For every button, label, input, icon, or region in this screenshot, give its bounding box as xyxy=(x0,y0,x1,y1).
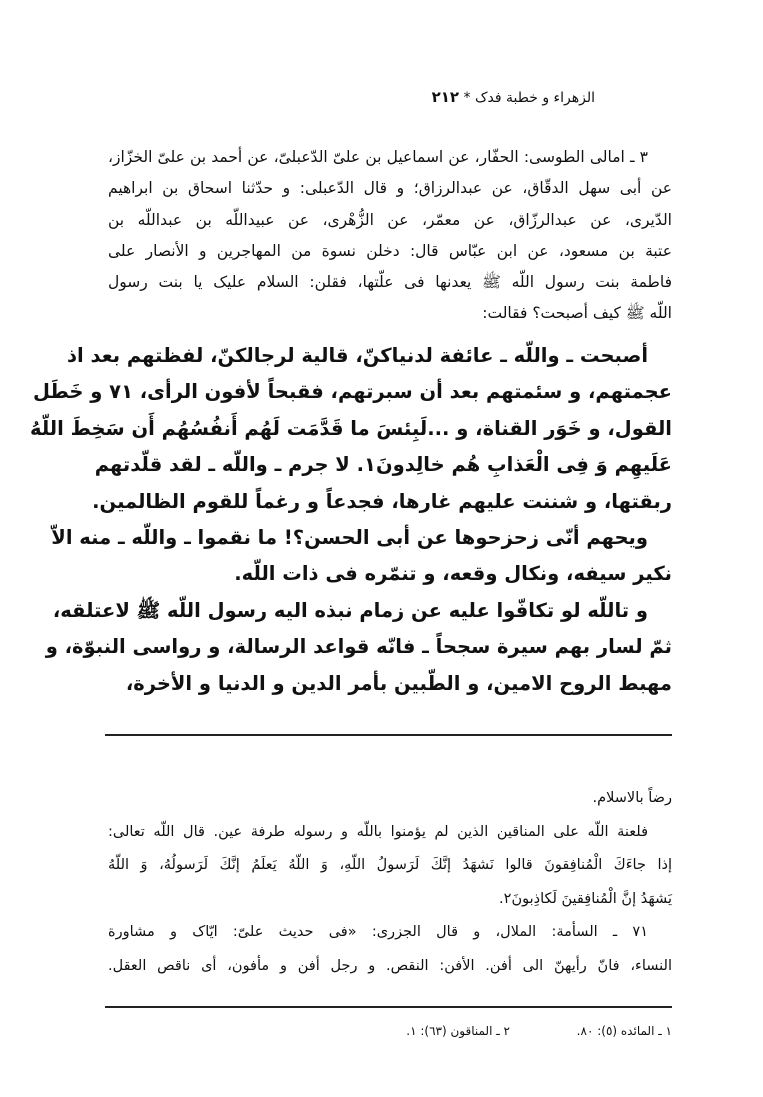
footnote-line: ٧١ ـ السأمة: الملال، و قال الجزرى: «فى حديث علىّ: ايّاک و مشاورة xyxy=(108,924,648,941)
text-line: مهبط الروح الامين، و الطّبين بأمر الدين و الدنيا و الأخرة، xyxy=(125,671,672,695)
header-title: الزهراء و خطبة فدک xyxy=(474,90,595,106)
reference-1: ١ ـ المائده (٥): ٨٠. xyxy=(576,1024,672,1038)
text-line: عتبة بن مسعود، عن ابن عبّاس قال: دخلن نسوة من المهاجرين و الأنصار على xyxy=(108,241,672,260)
text-line: اللّه ﷺ كيف أصبحت؟ فقالت: xyxy=(482,304,672,323)
running-header xyxy=(432,88,595,106)
text-line: و تاللّه لو تكافّوا عليه عن زمام نبذه اليه رسول اللّه ﷺ لاعتلقه، xyxy=(52,598,648,622)
references-divider xyxy=(105,1006,672,1008)
text-line: عجمتهم، و سئمتهم بعد أن سبرتهم، فقبحاً لأفون الرأى، ٧١ و خَطَل xyxy=(33,380,672,404)
footnote-line: يَشهَدُ إنَّ الْمُنافِقينَ لَكاذِبونَ٢. xyxy=(499,890,672,907)
footnote-line: رضاً بالاسلام. xyxy=(592,790,672,806)
text-line: عَلَيهِم وَ فِى الْعَذابِ هُم خالِدونَ١. لا جرم ـ واللّه ـ لقد قلّدتهم xyxy=(94,453,672,477)
reference-2: ٢ ـ المناقون (٦٣): ١. xyxy=(406,1024,510,1038)
page-number: ٢١٢ xyxy=(431,88,460,106)
main-text xyxy=(30,338,672,702)
footnote-line: فلعنة اللّه على المناقين الذين لم يؤمنوا باللّه و رسوله طرفة عين. قال اللّه تعالى: xyxy=(108,823,648,840)
text-line: ويحهم أنّى زحزحوها عن أبى الحسن؟! ما نقموا ـ واللّه ـ منه الاّ xyxy=(51,525,648,549)
intro-paragraph xyxy=(108,142,672,330)
text-line: الدّيرى، عن عبدالرزّاق، عن معمّر، عن الزُّهْرى، عن عبيداللّه بن عبداللّه بن xyxy=(108,210,672,229)
text-line: ثمّ لسار بهم سيرة سجحاً ـ فانّه قواعد الرسالة، و رواسى النبوّة، و xyxy=(45,635,672,659)
text-line: عن أبى سهل الدقّاق، عن عبدالرزاق؛ و قال الدّعبلى: و حدّثنا اسحاق بن ابراهيم xyxy=(108,179,672,198)
footnote-line: إذا جاءَكَ الْمُنافِقونَ قالوا نَشهَدُ إنَّكَ لَرَسولُ اللّهِ، وَ اللّهُ يَعلَمُ إنَّكَ لَرَسولُهُ، وَ اللّهُ xyxy=(108,857,672,874)
footnotes xyxy=(108,782,672,984)
text-line: نكير سيفه، ونكال وقعه، و تنمّره فى ذات اللّه. xyxy=(234,562,672,586)
footnote-line: النساء، فانّ رأيهنّ الى أفن. الأفن: النقص. و رجل أفن و مأفون، أى ناقص العقل. xyxy=(108,957,672,974)
text-line: أصبحت ـ واللّه ـ عائفة لدنياكنّ، قالية لرجالكنّ، لفظتهم بعد اذ xyxy=(66,344,648,367)
text-line: فاطمة بنت رسول اللّه ﷺ يعدنها فى علّتها، فقلن: السلام عليک يا بنت رسول xyxy=(108,273,672,292)
text-line: القول، و خَوَر القناة، و ...لَبِئسَ ما قَدَّمَت لَهُم أَنفُسُهُم أَن سَخِطَ اللّهُ xyxy=(30,416,672,440)
footnote-divider xyxy=(105,734,672,736)
header-separator: * xyxy=(463,90,471,106)
text-line: ربقتها، و شننت عليهم غارها، فجدعاً و رغماً للقوم الظالمين. xyxy=(92,489,672,513)
text-line: ٣ ـ امالى الطوسى: الحفّار، عن اسماعيل بن علىّ الدّعبلىّ، عن أحمد بن علىّ الخزّاز، xyxy=(108,148,648,166)
